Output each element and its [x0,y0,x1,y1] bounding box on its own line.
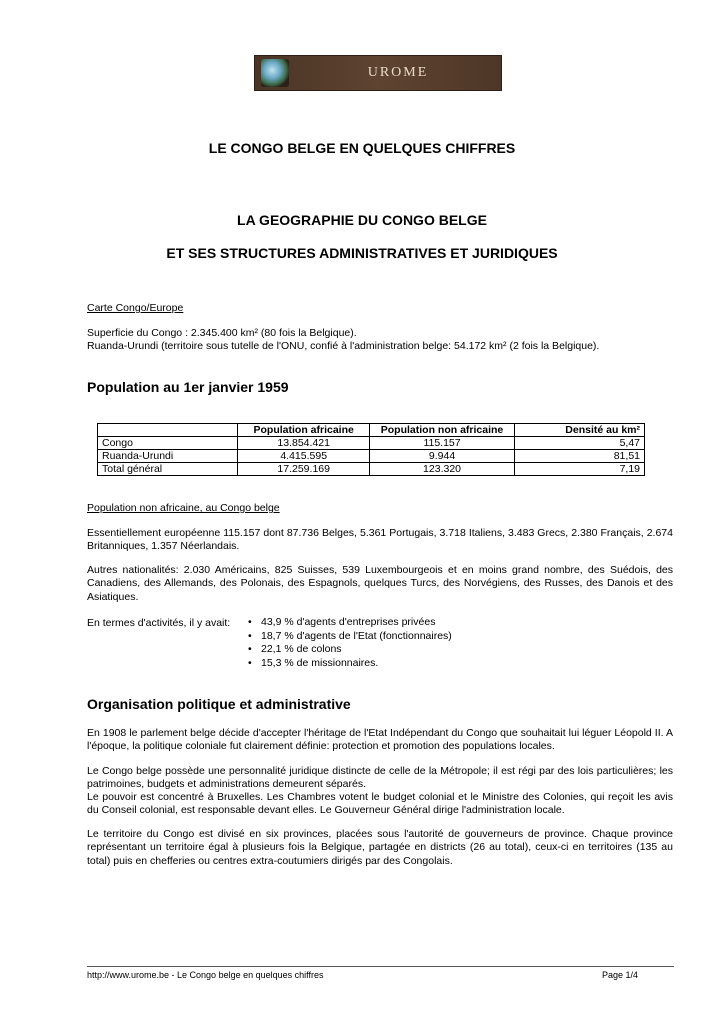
table-header-cell: Densité au km² [514,424,644,437]
list-item [248,616,452,630]
table-cell: 5,47 [514,437,644,450]
list-item-text: 18,7 % d'agents de l'Etat (fonctionnaires) [261,629,452,642]
table-header-cell: Population non africaine [370,424,514,437]
table-header-row [98,424,645,437]
table-cell: Congo [98,437,238,450]
table-cell: 115.157 [370,437,514,450]
page-title: LE CONGO BELGE EN QUELQUES CHIFFRES [208,140,516,156]
organisation-paragraph-1: En 1908 le parlement belge décide d'accepter l'héritage de l'Etat Indépendant du Congo que souhaitait lui léguer Léopold II. A l'époque, la politique coloniale fut clairement définie: protection et promotion des populations locales. [87,727,673,753]
table-cell: 17.259.169 [237,463,369,476]
table-cell: 4.415.595 [237,450,369,463]
list-item [248,630,452,644]
table-cell: 7,19 [514,463,644,476]
table-header-cell: Population africaine [237,424,369,437]
section-subtitle-structures: ET SES STRUCTURES ADMINISTRATIVES ET JURIDIQUES [166,245,558,261]
footer-url[interactable]: http://www.urome.be - Le Congo belge en quelques chiffres [87,970,324,980]
urome-logo [254,55,502,91]
list-item [248,657,452,671]
bullet-icon: • [248,656,252,669]
table-row [98,463,645,476]
table-row [98,437,645,450]
list-item-text: 22,1 % de colons [261,643,342,655]
organisation-paragraph-2a: Le Congo belge possède une personnalité juridique distincte de celle de la Métropole; il est régi par des lois particulières; les patrimoines, budgets et administrations demeurent séparés. [87,765,673,791]
population-table [97,423,645,476]
list-item-text: 43,9 % d'agents d'entreprises privées [261,616,436,628]
page-number: Page 1/4 [601,970,638,980]
activities-label: En termes d'activités, il y avait: [87,617,231,629]
organisation-paragraph-3: Le territoire du Congo est divisé en six provinces, placées sous l'autorité de gouverneurs de province. Chaque province représentant un territoire égal à plusieurs fois la Belgique, partagée en districts (26 au total), ceux-ci en territoires (135 au total) puis en chefferies ou centres extra-coutumiers dirigés par des Congolais. [87,828,673,867]
population-heading: Population au 1er janvier 1959 [87,379,289,395]
table-row [98,450,645,463]
footer-divider [87,966,674,967]
bullet-icon: • [248,629,252,642]
superficie-congo: Superficie du Congo : 2.345.400 km² (80 fois la Belgique). [87,327,357,339]
superficie-ruanda: Ruanda-Urundi (territoire sous tutelle de l'ONU, confié à l'administration belge: 54.172 km² (2 fois la Belgique). [87,340,600,352]
table-cell: 9.944 [370,450,514,463]
table-header-cell [98,424,238,437]
non-african-paragraph-2: Autres nationalités: 2.030 Américains, 825 Suisses, 539 Luxembourgeois et en moins grand nombre, des Suédois, des Canadiens, des Allemands, des Polonais, des Espagnols, quelques Turcs, des Norvégiens, des Russes, des Danois et des Asiatiques. [87,564,673,603]
organisation-heading: Organisation politique et administrative [87,696,351,712]
section-title-geography: LA GEOGRAPHIE DU CONGO BELGE [237,212,487,228]
non-african-paragraph-1: Essentiellement européenne 115.157 dont 87.736 Belges, 5.361 Portugais, 3.718 Italiens, 3.483 Grecs, 2.380 Français, 2.674 Britanniques, 1.357 Néerlandais. [87,527,673,553]
logo-text: UROME [367,65,429,80]
map-link[interactable]: Carte Congo/Europe [87,302,184,314]
table-cell: Ruanda-Urundi [98,450,238,463]
table-cell: 81,51 [514,450,644,463]
bullet-icon: • [248,616,252,628]
table-cell: Total général [98,463,238,476]
bullet-icon: • [248,643,252,655]
non-african-heading: Population non africaine, au Congo belge [87,502,280,514]
table-cell: 13.854.421 [237,437,369,450]
list-item [248,643,452,657]
list-item-text: 15,3 % de missionnaires. [261,656,379,669]
organisation-paragraph-2b: Le pouvoir est concentré à Bruxelles. Les Chambres votent le budget colonial et le Ministre des Colonies, qui reçoit les avis du Conseil colonial, est responsable devant elles. Le Gouverneur Général dirige l'administration locale. [87,791,673,817]
table-cell: 123.320 [370,463,514,476]
activities-list [248,616,452,670]
